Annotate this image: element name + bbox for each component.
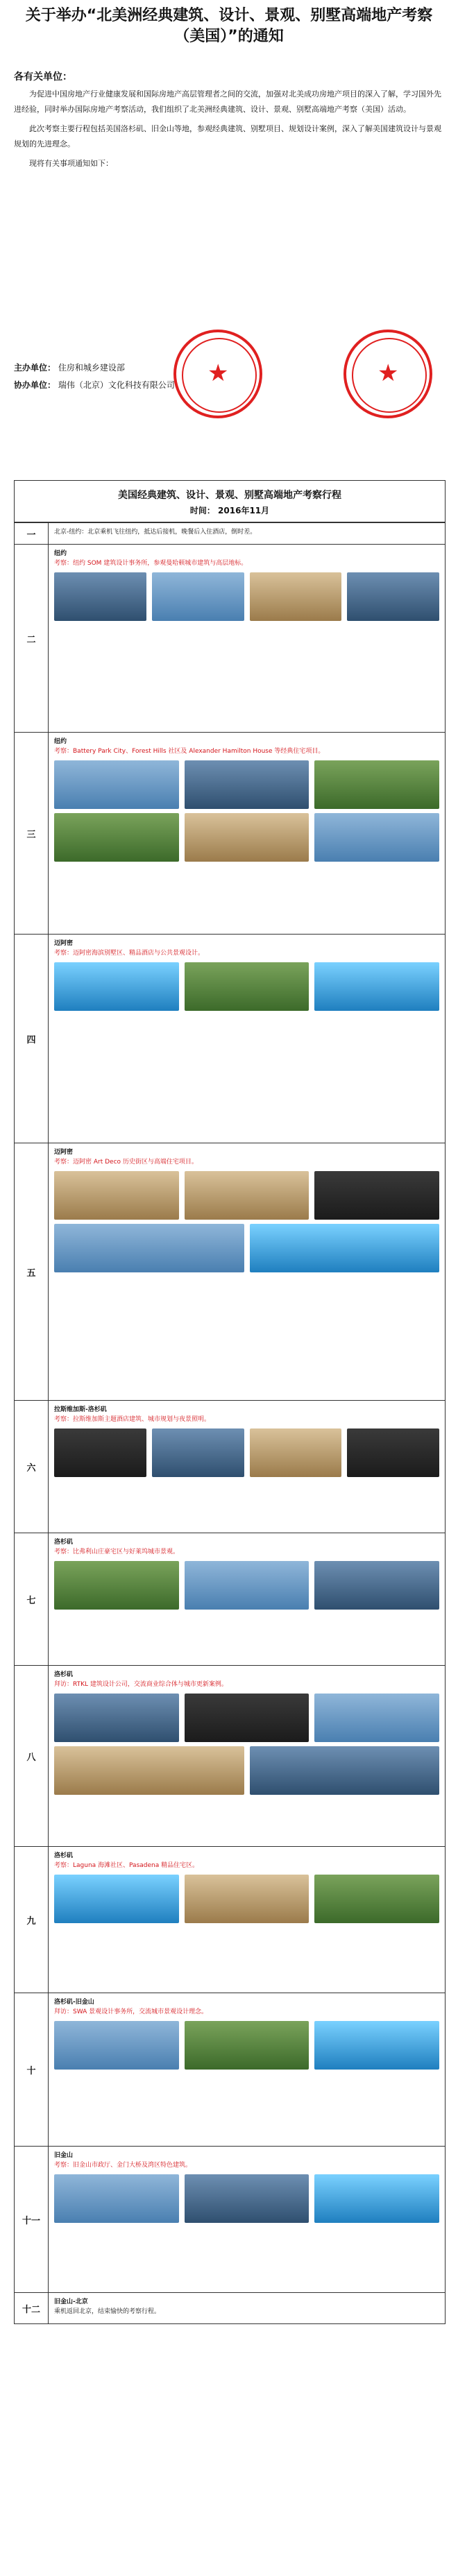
photo-placeholder: [185, 760, 309, 809]
day-heading: 迈阿密: [54, 1149, 74, 1156]
photo-placeholder: [347, 1428, 439, 1477]
salutation: 各有关单位：: [14, 71, 72, 83]
co-organizer-value: 瑞伟（北京）文化科技有限公司: [58, 380, 175, 390]
day-desc: 考察：Battery Park City、Forest Hills 社区及 Alexander Hamilton House 等经典住宅项目。: [54, 748, 325, 755]
schedule-day-row: [15, 1993, 445, 2146]
photo-placeholder: [54, 1224, 244, 1272]
day-heading: 迈阿密: [54, 940, 74, 947]
day-heading: 纽约: [54, 738, 67, 745]
photo-row: [54, 760, 439, 809]
schedule-day-row: [15, 1665, 445, 1846]
schedule-time-value: 2016年11月: [218, 506, 270, 515]
photo-row: [54, 1224, 439, 1272]
day-desc: 考察：迈阿密 Art Deco 历史街区与高端住宅项目。: [54, 1159, 198, 1166]
schedule-day-row: [15, 1533, 445, 1665]
schedule-day-row: [15, 934, 445, 1143]
photo-placeholder: [314, 760, 439, 809]
photo-placeholder: [314, 2021, 439, 2070]
document-title: 关于举办“北美洲经典建筑、设计、景观、别墅高端地产考察（美国）”的通知: [25, 7, 433, 45]
schedule-day-row: [15, 522, 445, 544]
day-content: [49, 1143, 445, 1281]
day-content: [49, 733, 445, 870]
day-content: [49, 935, 445, 1019]
photo-placeholder: [152, 572, 244, 621]
star-icon: ★: [207, 359, 229, 387]
photo-row: [54, 1561, 439, 1610]
day-desc: 考察：旧金山市政厅、金门大桥及湾区特色建筑。: [54, 2162, 192, 2169]
day-desc: 考察：迈阿密海滨别墅区、精品酒店与公共景观设计。: [54, 950, 205, 957]
intro-paragraph-2: 此次考察主要行程包括美国洛杉矶、旧金山等地，参观经典建筑、别墅项目、规划设计案例，深入了解美国建筑设计与景观规划的先进理念。: [14, 124, 441, 148]
photo-placeholder: [185, 2021, 309, 2070]
photo-placeholder: [54, 2021, 179, 2070]
day-heading: 旧金山-北京: [54, 2298, 88, 2305]
photo-placeholder: [54, 760, 179, 809]
day-heading: 拉斯维加斯-洛杉矶: [54, 1406, 107, 1413]
photo-row: [54, 2174, 439, 2223]
photo-placeholder: [185, 813, 309, 862]
photo-placeholder: [250, 1428, 342, 1477]
day-desc: 考察：Laguna 海滩社区、Pasadena 精品住宅区。: [54, 1862, 199, 1869]
photo-placeholder: [185, 1875, 309, 1923]
photo-row: [54, 1694, 439, 1742]
day-content: [49, 2147, 445, 2231]
day-number: 六: [15, 1401, 49, 1533]
day-heading: 洛杉矶: [54, 1671, 74, 1678]
photo-placeholder: [54, 813, 179, 862]
day-number: 十一: [15, 2147, 49, 2292]
photo-placeholder: [54, 1694, 179, 1742]
day-heading: 洛杉矶: [54, 1539, 74, 1546]
day-desc: 考察：拉斯维加斯主题酒店建筑、城市规划与夜景照明。: [54, 1416, 211, 1423]
day-number: 三: [15, 733, 49, 934]
day-number: 七: [15, 1533, 49, 1665]
photo-placeholder: [54, 1561, 179, 1610]
day-number: 五: [15, 1143, 49, 1400]
intro-text: [14, 87, 444, 176]
day-content: [49, 1993, 445, 2078]
organizer-line: [14, 361, 125, 375]
co-organizer-line: [14, 378, 175, 392]
day-heading: 旧金山: [54, 2152, 74, 2159]
star-icon: ★: [378, 359, 399, 387]
intro-paragraph-3: 现将有关事项通知如下：: [29, 159, 113, 168]
photo-placeholder: [250, 1746, 440, 1795]
photo-row: [54, 1875, 439, 1923]
schedule-time: [15, 504, 445, 522]
day-number: 九: [15, 1847, 49, 1993]
photo-row: [54, 1746, 439, 1795]
photo-row: [54, 1171, 439, 1220]
schedule-table: [14, 480, 446, 2324]
day-number: 二: [15, 545, 49, 732]
day-number: 十: [15, 1993, 49, 2146]
day-desc: 拜访：RTKL 建筑设计公司，交流商业综合体与城市更新案例。: [54, 1681, 228, 1688]
photo-placeholder: [54, 1171, 179, 1220]
photo-row: [54, 572, 439, 621]
day-content: [49, 1401, 445, 1485]
schedule-day-row: [15, 2146, 445, 2292]
photo-placeholder: [250, 572, 342, 621]
day-number: 一: [15, 523, 49, 544]
schedule-day-row: [15, 732, 445, 934]
day-content: [49, 1847, 445, 1931]
schedule-title: 美国经典建筑、设计、景观、别墅高端地产考察行程: [118, 490, 341, 501]
photo-placeholder: [185, 1694, 309, 1742]
photo-placeholder: [185, 1171, 309, 1220]
photo-placeholder: [347, 572, 439, 621]
day-number: 四: [15, 935, 49, 1143]
day-content: [49, 523, 445, 541]
day-number: 八: [15, 1666, 49, 1846]
photo-row: [54, 1428, 439, 1477]
photo-row: [54, 813, 439, 862]
photo-placeholder: [314, 1171, 439, 1220]
day-content: [49, 2293, 445, 2321]
photo-placeholder: [54, 1875, 179, 1923]
photo-placeholder: [54, 962, 179, 1011]
photo-placeholder: [314, 2174, 439, 2223]
day-text: 北京-纽约：北京乘机飞往纽约，抵达后接机，晚餐后入住酒店，倒时差。: [54, 529, 257, 536]
photo-placeholder: [250, 1224, 440, 1272]
photo-placeholder: [185, 2174, 309, 2223]
schedule-day-row: [15, 544, 445, 732]
photo-row: [54, 2021, 439, 2070]
photo-placeholder: [314, 1561, 439, 1610]
day-desc: 考察：纽约 SOM 建筑设计事务所，参观曼哈顿城市建筑与高层地标。: [54, 560, 248, 567]
photo-row: [54, 962, 439, 1011]
day-desc: 拜访：SWA 景观设计事务所，交流城市景观设计理念。: [54, 2008, 208, 2015]
photo-placeholder: [54, 1746, 244, 1795]
photo-placeholder: [54, 2174, 179, 2223]
organizer-label: 主办单位：: [14, 363, 56, 373]
schedule-time-label: 时间：: [189, 506, 215, 515]
photo-placeholder: [314, 813, 439, 862]
seal-stamp-right: [344, 330, 432, 418]
schedule-day-row: [15, 1400, 445, 1533]
schedule-day-row: [15, 2292, 445, 2323]
day-desc: 考察：比弗利山庄豪宅区与好莱坞城市景观。: [54, 1549, 180, 1555]
day-heading: 洛杉矶-旧金山: [54, 1999, 94, 2006]
day-heading: 纽约: [54, 550, 67, 557]
day-content: [49, 1666, 445, 1803]
document-header: [0, 0, 458, 47]
photo-placeholder: [54, 1428, 146, 1477]
day-heading: 洛杉矶: [54, 1852, 74, 1859]
day-content: [49, 545, 445, 629]
photo-placeholder: [185, 1561, 309, 1610]
co-organizer-label: 协办单位：: [14, 380, 56, 390]
photo-placeholder: [314, 1694, 439, 1742]
photo-placeholder: [152, 1428, 244, 1477]
day-content: [49, 1533, 445, 1618]
photo-placeholder: [314, 1875, 439, 1923]
photo-placeholder: [314, 962, 439, 1011]
day-desc: 乘机返回北京，结束愉快的考察行程。: [54, 2308, 161, 2315]
day-number: 十二: [15, 2293, 49, 2323]
seal-stamp-left: [173, 330, 262, 418]
organizer-value: 住房和城乡建设部: [58, 363, 125, 373]
photo-placeholder: [54, 572, 146, 621]
schedule-day-row: [15, 1143, 445, 1400]
schedule-day-row: [15, 1846, 445, 1993]
intro-paragraph-1: 为促进中国房地产行业健康发展和国际房地产高层管理者之间的交流，加强对北美成功房地产项目的深入了解，学习国外先进经验，同时举办国际房地产考察活动，我们组织了北美洲经典建筑、设计、景观、别墅高端地产考察（美国）活动。: [14, 89, 441, 114]
photo-placeholder: [185, 962, 309, 1011]
